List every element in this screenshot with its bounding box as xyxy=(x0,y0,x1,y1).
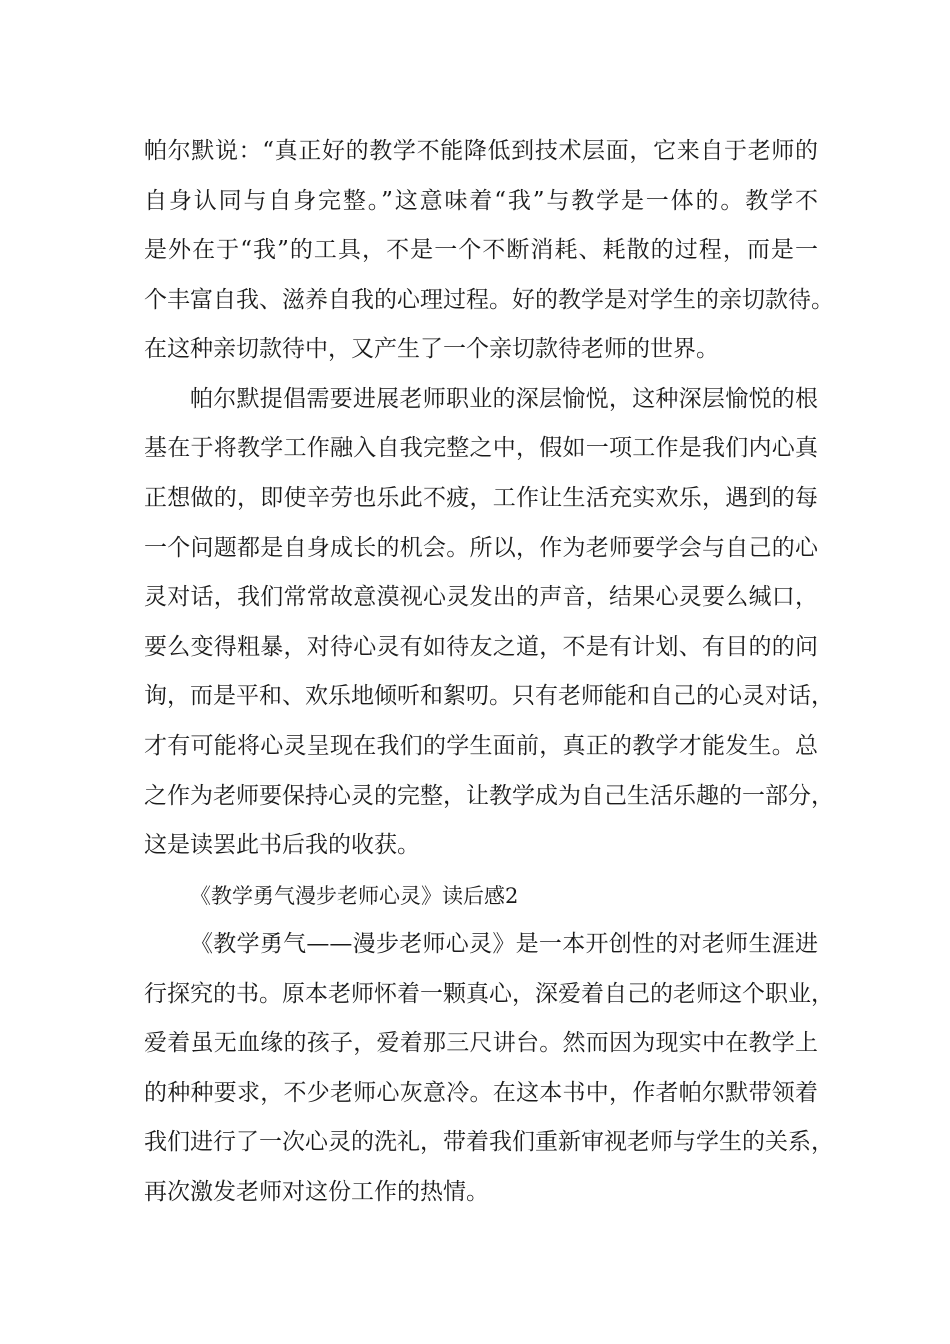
paragraph-line: 帕尔默说：“真正好的教学不能降低到技术层面，它来自于老师的 xyxy=(144,138,818,164)
paragraph-line: 要么变得粗暴，对待心灵有如待友之道，不是有计划、有目的的问 xyxy=(144,634,818,660)
paragraph-line: 自身认同与自身完整。”这意味着“我”与教学是一体的。教学不 xyxy=(144,188,818,214)
paragraph-line: 询，而是平和、欢乐地倾听和絮叨。只有老师能和自己的心灵对话， xyxy=(144,683,834,709)
paragraph-line: 基在于将教学工作融入自我完整之中，假如一项工作是我们内心真 xyxy=(144,435,818,461)
paragraph-line: 《教学勇气——漫步老师心灵》是一本开创性的对老师生涯进 xyxy=(190,931,818,957)
paragraph-line: 之作为老师要保持心灵的完整，让教学成为自己生活乐趣的一部分， xyxy=(144,783,834,809)
paragraph-line: 再次激发老师对这份工作的热情。 xyxy=(144,1179,489,1205)
paragraph-line: 的种种要求，不少老师心灰意冷。在这本书中，作者帕尔默带领着 xyxy=(144,1080,818,1106)
paragraph-line: 才有可能将心灵呈现在我们的学生面前，真正的教学才能发生。总 xyxy=(144,733,818,759)
paragraph-line: 这是读罢此书后我的收获。 xyxy=(144,832,420,858)
paragraph-line: 行探究的书。原本老师怀着一颗真心，深爱着自己的老师这个职业， xyxy=(144,981,834,1007)
paragraph-line: 是外在于“我”的工具，不是一个不断消耗、耗散的过程，而是一 xyxy=(144,237,818,263)
paragraph-line: 我们进行了一次心灵的洗礼，带着我们重新审视老师与学生的关系， xyxy=(144,1129,834,1155)
paragraph-line: 在这种亲切款待中，又产生了一个亲切款待老师的世界。 xyxy=(144,336,719,362)
paragraph-line: 正想做的，即使辛劳也乐此不疲，工作让生活充实欢乐，遇到的每 xyxy=(144,485,818,511)
paragraph-line: 个丰富自我、滋养自我的心理过程。好的教学是对学生的亲切款待。 xyxy=(144,287,834,313)
paragraph-line: 一个问题都是自身成长的机会。所以，作为老师要学会与自己的心 xyxy=(144,535,818,561)
section-heading: 《教学勇气漫步老师心灵》读后感2 xyxy=(190,884,519,908)
paragraph-line: 爱着虽无血缘的孩子，爱着那三尺讲台。然而因为现实中在教学上 xyxy=(144,1030,818,1056)
paragraph-line: 灵对话，我们常常故意漠视心灵发出的声音，结果心灵要么缄口， xyxy=(144,584,818,610)
paragraph-line: 帕尔默提倡需要进展老师职业的深层愉悦，这种深层愉悦的根 xyxy=(190,386,818,412)
